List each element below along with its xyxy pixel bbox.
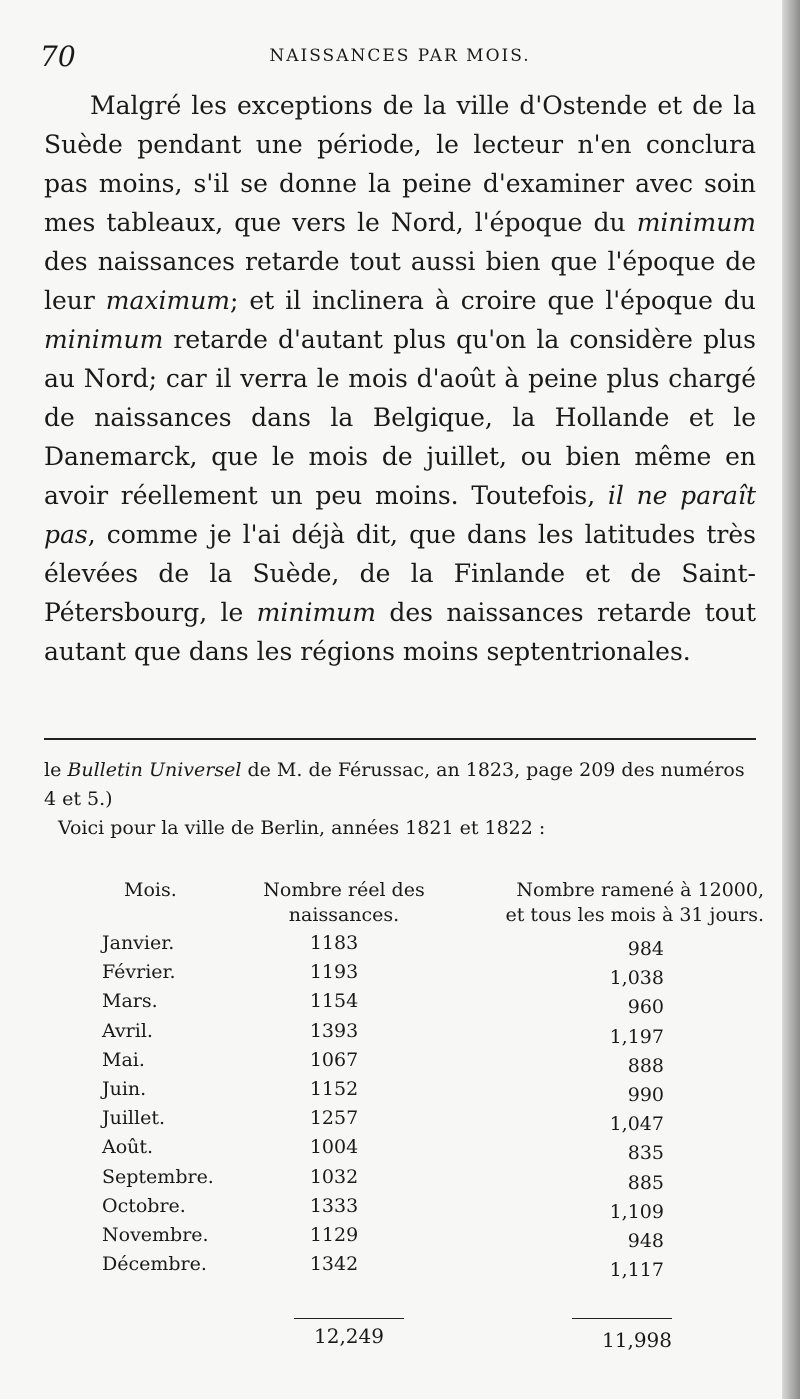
month-cell: Janvier. [102,932,175,954]
real-count-cell: 1257 [309,1107,359,1130]
real-count-cell: 1154 [309,990,359,1013]
running-head: NAISSANCES PAR MOIS. [269,46,531,66]
page-number: 70 [40,40,76,73]
adjusted-count-cell: 960 [627,996,664,1019]
adjusted-count-cell: 984 [627,938,664,960]
text-run: Malgré les exceptions de la ville d'Ostende et de la Suède pendant une période, le lecteur n'en conclura pas moins, s'il se donne la peine d'examiner avec soin mes tableaux, que vers le Nord, l'époque du [44,91,756,237]
table-totals [44,1318,756,1358]
sum-rule [572,1318,672,1319]
page-edge-shadow [782,0,800,1399]
footnote-line: Voici pour la ville de Berlin, années 1821 et 1822 : [58,817,546,839]
real-count-cell: 1193 [309,961,359,984]
table-row [44,1166,756,1195]
adjusted-count-cell: 1,038 [609,967,664,990]
text-run: des naissances retarde tout autant que dans les régions moins septentrionales. [44,598,756,666]
adjusted-count-cell: 1,109 [609,1200,664,1223]
month-cell: Avril. [102,1019,153,1042]
table-row [44,1107,756,1136]
sum-rule [294,1318,404,1319]
text-run: le [44,759,68,781]
total-adjusted: 11,998 [602,1328,672,1352]
footnote-line [44,756,756,814]
month-cell: Mars. [102,990,158,1013]
real-count-cell: 1004 [309,1136,359,1159]
real-count-cell: 1129 [309,1223,359,1246]
adjusted-count-cell: 888 [627,1054,664,1077]
text-run: des naissances retarde tout aussi bien que l'époque de leur [44,247,756,315]
table-row [44,1136,756,1165]
italic-title: Bulletin Universel [67,759,242,781]
main-paragraph [44,86,756,671]
italic-term: minimum [636,208,756,237]
adjusted-count-cell: 885 [627,1171,664,1194]
month-cell: Septembre. [102,1165,214,1188]
italic-term: maximum [105,286,231,315]
real-count-cell: 1032 [309,1165,359,1188]
col-header-real [254,878,434,928]
col-header-month: Mois. [124,879,177,901]
adjusted-count-cell: 990 [627,1083,664,1106]
adjusted-count-cell: 948 [627,1229,664,1252]
text-run: ; et il inclinera à croire que l'époque du [230,286,756,315]
adjusted-count-cell: 1,047 [609,1113,664,1136]
births-table [44,932,756,1282]
real-count-cell: 1183 [309,932,359,954]
month-cell: Août. [102,1136,154,1159]
col-header-real-line2: naissances. [288,904,400,926]
month-cell: Juillet. [102,1107,166,1130]
month-cell: Novembre. [102,1223,209,1246]
page-header [40,40,760,80]
real-count-cell: 1333 [309,1194,359,1217]
col-header-adjusted [484,878,764,928]
real-count-cell: 1342 [309,1253,359,1276]
footnote-separator [44,738,756,740]
month-cell: Février. [102,961,176,984]
real-count-cell: 1067 [309,1048,359,1071]
real-count-cell: 1393 [309,1019,359,1042]
month-cell: Juin. [102,1077,147,1100]
table-row [44,932,756,961]
italic-term: minimum [256,598,376,627]
month-cell: Décembre. [102,1253,207,1276]
text-run: , comme je l'ai déjà dit, que dans les latitudes très élevées de la Suède, de la Finlande et de Saint-Pétersbourg, le [44,520,756,627]
col-header-real-line1: Nombre réel des [263,879,425,901]
paragraph [44,86,756,671]
footnote [44,756,756,843]
text-run: retarde d'autant plus qu'on la considère plus au Nord; car il verra le mois d'août à peine plus chargé de naissances dans la Belgique, la Hollande et le Danemarck, que le mois de juillet, ou bien même en avoir réellement un peu moins. Toutefois, [44,325,756,510]
table-row [44,990,756,1019]
text-run: de M. de Férussac, an 1823, page 209 des numéros 4 et 5.) [44,759,745,810]
real-count-cell: 1152 [309,1077,359,1100]
col-header-adjusted-line2: et tous les mois à 31 jours. [505,904,764,926]
table-row [44,1078,756,1107]
table-row [44,1224,756,1253]
adjusted-count-cell: 1,117 [609,1259,664,1282]
month-cell: Mai. [102,1048,145,1071]
italic-term: minimum [44,325,164,354]
month-cell: Octobre. [102,1194,186,1217]
col-header-adjusted-line1: Nombre ramené à 12000, [516,879,764,901]
table-row [44,1020,756,1049]
adjusted-count-cell: 1,197 [609,1025,664,1048]
table-row [44,1253,756,1282]
total-real: 12,249 [314,1324,384,1348]
table-row [44,1195,756,1224]
adjusted-count-cell: 835 [627,1142,664,1165]
italic-term: il ne paraît pas [44,481,756,549]
table-row [44,961,756,990]
table-row [44,1049,756,1078]
